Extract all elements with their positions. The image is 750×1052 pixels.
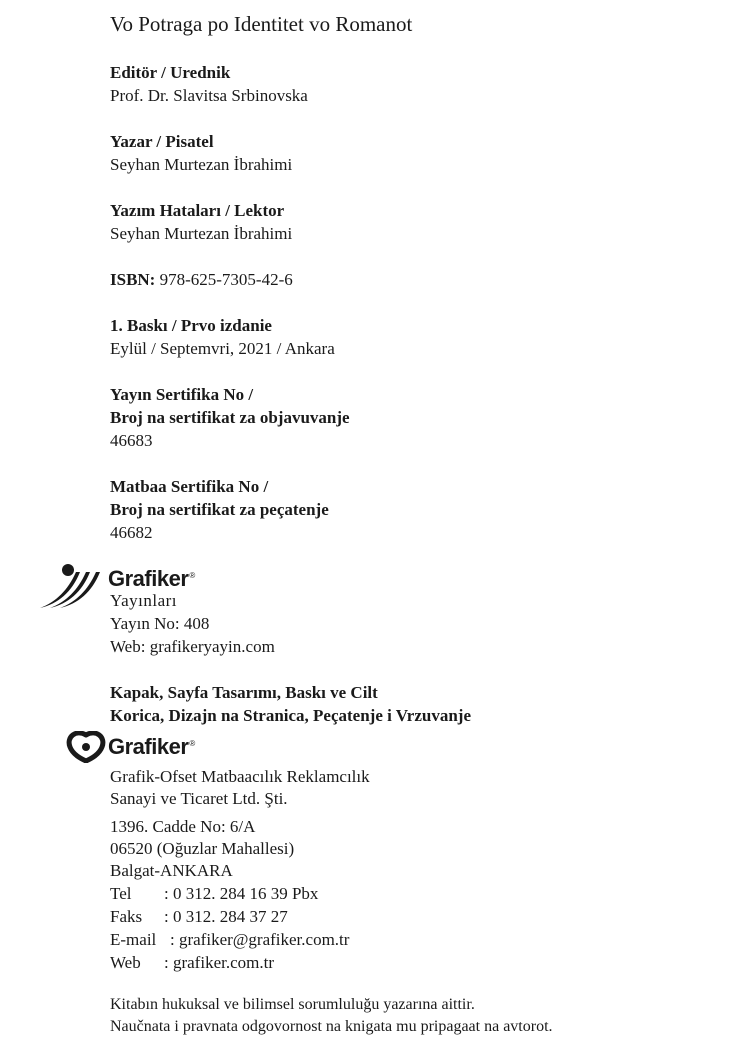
printing-label: Kapak, Sayfa Tasarımı, Baskı ve Cilt bbox=[110, 683, 378, 702]
author-name: Seyhan Murtezan İbrahimi bbox=[110, 155, 293, 174]
email-label: E-mail bbox=[110, 930, 157, 949]
book-title: Vo Potraga po Identitet vo Romanot bbox=[110, 12, 413, 36]
registered-mark: ® bbox=[189, 738, 195, 748]
publisher-logo-name: Grafiker bbox=[108, 566, 189, 591]
author-label: Yazar / Pisatel bbox=[110, 132, 214, 151]
isbn-value: 978-625-7305-42-6 bbox=[159, 270, 293, 289]
publisher-number: Yayın No: 408 bbox=[110, 614, 210, 633]
proofreader-label: Yazım Hataları / Lektor bbox=[110, 201, 285, 220]
publication-cert-label-2: Broj na sertifikat za objavuvanje bbox=[110, 408, 350, 427]
grafiker-rings-logo-icon bbox=[66, 731, 106, 763]
web-label: Web bbox=[110, 953, 141, 972]
fax-label: Faks bbox=[110, 907, 143, 926]
publication-cert-label: Yayın Sertifika No / bbox=[110, 385, 254, 404]
publisher-logo-text bbox=[108, 566, 195, 592]
email-value: : grafiker@grafiker.com.tr bbox=[170, 930, 350, 949]
isbn-label: ISBN: bbox=[110, 270, 156, 289]
editor-name: Prof. Dr. Slavitsa Srbinovska bbox=[110, 86, 308, 105]
print-cert-label-2: Broj na sertifikat za peçatenje bbox=[110, 500, 329, 519]
printing-label-2: Korica, Dizajn na Stranica, Peçatenje i Vrzuvanje bbox=[110, 706, 472, 725]
printer-email bbox=[110, 930, 349, 950]
publisher-web: Web: grafikeryayin.com bbox=[110, 637, 275, 656]
print-cert-number: 46682 bbox=[110, 523, 153, 542]
printer-logo-name: Grafiker bbox=[108, 734, 189, 759]
responsibility-note: Kitabın hukuksal ve bilimsel sorumluluğu yazarına aittir. bbox=[110, 996, 475, 1013]
editor-label: Editör / Urednik bbox=[110, 63, 231, 82]
tel-value: : 0 312. 284 16 39 Pbx bbox=[164, 884, 319, 903]
printer-company-2: Sanayi ve Ticaret Ltd. Şti. bbox=[110, 789, 288, 808]
print-cert-label: Matbaa Sertifika No / bbox=[110, 477, 269, 496]
tel-label: Tel bbox=[110, 884, 132, 903]
printer-logo-text bbox=[108, 734, 195, 760]
grafiker-swoosh-logo-icon bbox=[38, 562, 104, 610]
fax-value: : 0 312. 284 37 27 bbox=[164, 907, 288, 926]
isbn-line bbox=[110, 270, 293, 290]
publication-cert-number: 46683 bbox=[110, 431, 153, 450]
printer-address: 1396. Cadde No: 6/A bbox=[110, 817, 256, 836]
printer-fax bbox=[110, 907, 288, 927]
printer-tel bbox=[110, 884, 318, 904]
printer-company: Grafik-Ofset Matbaacılık Reklamcılık bbox=[110, 767, 370, 786]
edition-label: 1. Baskı / Prvo izdanie bbox=[110, 316, 272, 335]
printer-city: Balgat-ANKARA bbox=[110, 861, 233, 880]
publisher-subtitle: Yayınları bbox=[110, 591, 177, 610]
web-value: : grafiker.com.tr bbox=[164, 953, 274, 972]
responsibility-note-2: Naučnata i pravnata odgovornost na knigata mu pripagaat na avtorot. bbox=[110, 1018, 553, 1035]
edition-date: Eylül / Septemvri, 2021 / Ankara bbox=[110, 339, 335, 358]
registered-mark: ® bbox=[189, 570, 195, 580]
printer-web bbox=[110, 953, 274, 973]
printer-address-2: 06520 (Oğuzlar Mahallesi) bbox=[110, 839, 295, 858]
proofreader-name: Seyhan Murtezan İbrahimi bbox=[110, 224, 293, 243]
